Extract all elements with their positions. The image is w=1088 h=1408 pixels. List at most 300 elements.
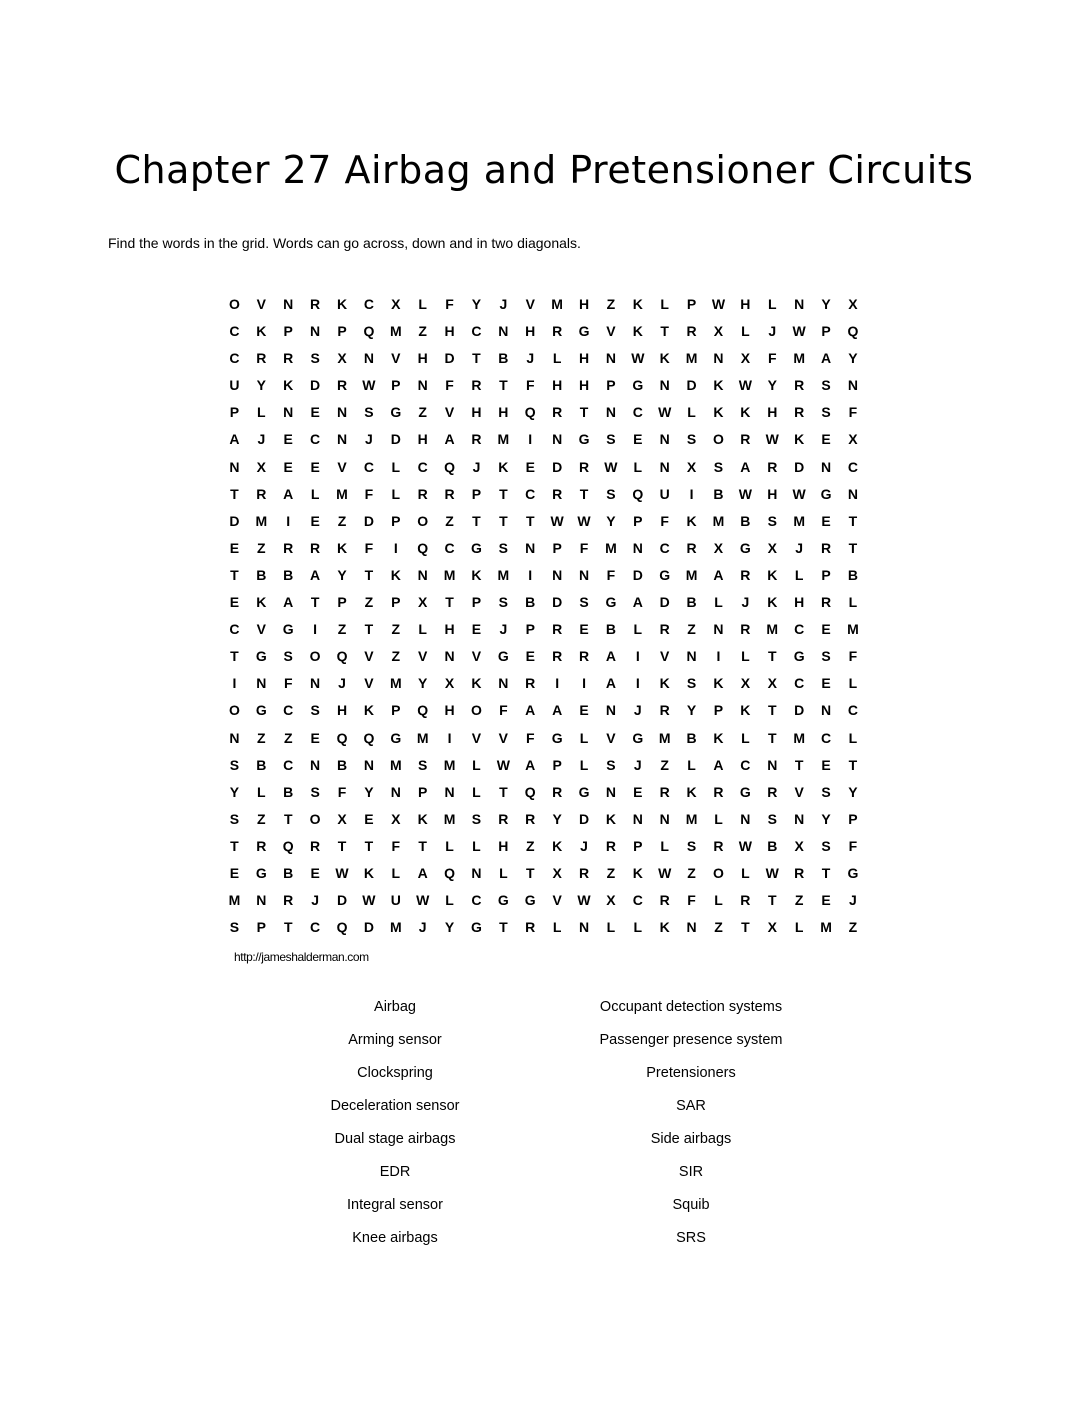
grid-letter: P (633, 512, 643, 529)
grid-letter: H (794, 594, 805, 611)
grid-letter: K (659, 919, 670, 936)
grid-letter: L (794, 919, 804, 936)
grid-letter: N (686, 919, 697, 936)
word-list-item: Knee airbags (352, 1230, 438, 1246)
grid-letter: E (283, 431, 293, 448)
grid-letter: N (820, 702, 832, 719)
grid-letter: R (740, 431, 751, 448)
grid-letter: R (740, 566, 751, 583)
grid-letter: H (578, 296, 590, 312)
grid-letter: C (847, 702, 858, 719)
grid-letter: P (848, 810, 858, 827)
grid-letter: T (499, 512, 508, 529)
grid-letter: K (794, 431, 805, 448)
grid-letter: N (310, 756, 321, 773)
grid-letter: J (365, 431, 373, 448)
grid-letter: V (552, 892, 562, 909)
grid-letter: I (447, 729, 452, 746)
grid-letter: P (256, 919, 266, 936)
grid-letter: D (794, 702, 805, 719)
grid-letter: V (256, 296, 266, 312)
grid-letter: N (552, 566, 563, 583)
grid-letter: L (579, 756, 589, 773)
grid-letter: T (499, 919, 508, 936)
grid-letter: R (686, 323, 697, 340)
grid-letter: Z (714, 919, 723, 936)
grid-letter: G (659, 566, 671, 583)
instructions-text: Find the words in the grid. Words can go across, down and in two diagonals. (108, 235, 581, 251)
grid-letter: A (820, 350, 832, 367)
grid-letter: J (633, 702, 642, 719)
grid-letter: K (632, 323, 643, 340)
grid-letter: V (606, 729, 616, 746)
grid-letter: W (738, 837, 752, 854)
grid-letter: I (689, 485, 694, 502)
grid-letter: K (336, 296, 348, 312)
grid-letter: K (686, 783, 697, 800)
grid-letter: N (740, 810, 751, 827)
grid-letter: T (767, 729, 777, 746)
grid-letter: S (283, 648, 293, 665)
grid-letter: G (632, 377, 644, 394)
grid-letter: G (255, 648, 267, 665)
grid-letter: Y (471, 296, 482, 312)
grid-letter: B (847, 566, 858, 583)
grid-letter: L (579, 729, 589, 746)
grid-letter: I (393, 539, 398, 556)
grid-letter: C (363, 458, 374, 475)
grid-letter: A (229, 431, 240, 448)
grid-letter: M (497, 431, 510, 448)
word-list-left (245, 996, 545, 1260)
grid-letter: R (310, 539, 321, 556)
grid-letter: K (552, 837, 563, 854)
grid-letter: G (390, 404, 402, 421)
grid-letter: V (660, 648, 670, 665)
grid-letter: V (525, 296, 535, 312)
grid-letter: T (230, 837, 239, 854)
grid-letter: Z (337, 512, 347, 529)
grid-letter: A (552, 702, 563, 719)
grid-letter: N (659, 431, 670, 448)
grid-letter: Z (257, 539, 266, 556)
grid-letter: B (740, 512, 751, 529)
grid-letter: V (471, 648, 482, 665)
grid-letter: Y (821, 810, 831, 827)
grid-letter: X (444, 675, 455, 692)
grid-letter: R (659, 621, 670, 638)
grid-letter: M (658, 729, 671, 746)
grid-letter: E (579, 702, 589, 719)
grid-letter: C (471, 892, 482, 909)
grid-letter: R (552, 648, 563, 665)
grid-letter: Y (418, 675, 428, 692)
grid-letter: M (389, 756, 402, 773)
word-list-item: Pretensioners (646, 1065, 736, 1081)
grid-letter: J (633, 756, 642, 773)
grid-letter: S (821, 648, 831, 665)
grid-letter: N (390, 783, 401, 800)
grid-letter: T (230, 648, 239, 665)
grid-letter: E (229, 539, 240, 556)
grid-letter: T (767, 892, 777, 909)
grid-letter: T (579, 485, 589, 502)
grid-letter: P (337, 323, 347, 340)
grid-letter: N (578, 566, 590, 583)
grid-letter: L (633, 621, 643, 638)
grid-letter: K (713, 404, 724, 421)
grid-letter: L (310, 485, 320, 502)
grid-letter: T (848, 512, 858, 529)
word-list-item: Squib (672, 1197, 710, 1213)
grid-letter: C (310, 919, 321, 936)
grid-letter: E (310, 404, 320, 421)
grid-letter: T (445, 594, 454, 611)
grid-letter: A (632, 594, 643, 611)
grid-letter: O (713, 431, 724, 448)
grid-letter: X (552, 864, 562, 881)
grid-letter: S (686, 431, 697, 448)
grid-letter: I (582, 675, 586, 692)
grid-letter: O (713, 864, 724, 881)
grid-letter: R (794, 864, 805, 881)
grid-letter: B (686, 594, 697, 611)
grid-letter: W (738, 485, 752, 502)
grid-letter: K (686, 512, 697, 529)
grid-letter: R (578, 648, 590, 665)
grid-letter: T (848, 756, 858, 773)
grid-letter: K (659, 350, 670, 367)
grid-letter: S (606, 756, 616, 773)
grid-letter: M (497, 566, 510, 583)
grid-letter: S (713, 458, 724, 475)
grid-letter: N (336, 431, 348, 448)
grid-letter: X (418, 594, 428, 611)
grid-letter: T (499, 783, 508, 800)
grid-letter: N (659, 810, 670, 827)
grid-letter: Z (848, 919, 858, 936)
grid-letter: E (310, 729, 320, 746)
grid-letter: C (471, 323, 482, 340)
word-list-right (541, 996, 841, 1260)
grid-letter: Z (364, 594, 374, 611)
grid-letter: P (391, 377, 401, 394)
grid-letter: Y (848, 350, 858, 367)
grid-letter: K (740, 404, 751, 421)
grid-letter: K (336, 539, 348, 556)
grid-letter: M (712, 512, 725, 529)
grid-letter: L (794, 566, 804, 583)
grid-letter: D (632, 566, 643, 583)
grid-letter: Q (524, 404, 536, 421)
grid-letter: H (444, 621, 455, 638)
grid-letter: N (256, 675, 267, 692)
grid-letter: N (632, 810, 643, 827)
grid-letter: L (418, 296, 427, 312)
grid-letter: M (443, 566, 456, 583)
grid-letter: N (417, 377, 428, 394)
grid-letter: R (525, 919, 536, 936)
grid-letter: A (417, 864, 428, 881)
grid-letter: E (471, 621, 482, 638)
grid-letter: F (445, 296, 454, 312)
grid-letter: S (418, 756, 428, 773)
grid-letter: K (363, 864, 374, 881)
grid-letter: L (257, 404, 266, 421)
grid-letter: K (713, 377, 724, 394)
grid-letter: I (635, 648, 640, 665)
grid-letter: B (283, 783, 294, 800)
grid-letter: P (686, 296, 697, 312)
grid-letter: D (552, 594, 563, 611)
grid-letter: Z (391, 621, 401, 638)
grid-letter: G (578, 783, 590, 800)
grid-letter: G (551, 729, 563, 746)
grid-letter: S (821, 783, 831, 800)
grid-letter: E (633, 783, 643, 800)
word-list-item: Side airbags (650, 1131, 732, 1147)
grid-letter: L (445, 892, 454, 909)
grid-letter: R (605, 837, 616, 854)
grid-letter: A (525, 702, 536, 719)
grid-letter: F (445, 377, 454, 394)
grid-letter: P (713, 702, 724, 719)
grid-letter: Z (606, 296, 616, 312)
grid-letter: E (821, 756, 831, 773)
grid-letter: X (767, 539, 777, 556)
grid-letter: W (362, 377, 376, 394)
grid-letter: S (606, 431, 616, 448)
grid-letter: F (767, 350, 777, 367)
grid-letter: B (605, 621, 616, 638)
source-url: http://jameshalderman.com (234, 950, 369, 964)
grid-letter: T (364, 621, 374, 638)
grid-letter: H (740, 296, 751, 312)
grid-letter: W (711, 296, 726, 312)
grid-letter: R (310, 837, 321, 854)
grid-letter: M (793, 350, 805, 367)
grid-letter: C (525, 485, 536, 502)
grid-letter: X (767, 919, 777, 936)
grid-letter: W (738, 377, 752, 394)
grid-letter: D (659, 594, 670, 611)
grid-letter: H (552, 377, 563, 394)
grid-letter: K (256, 594, 267, 611)
grid-letter: X (391, 296, 401, 312)
grid-letter: Y (767, 377, 777, 394)
grid-letter: B (498, 350, 509, 367)
grid-letter: F (364, 485, 374, 502)
grid-letter: T (472, 512, 481, 529)
grid-letter: Q (336, 648, 348, 665)
grid-letter: P (606, 377, 616, 394)
grid-letter: S (310, 350, 320, 367)
grid-letter: L (391, 864, 401, 881)
grid-letter: L (687, 756, 696, 773)
grid-letter: D (444, 350, 455, 367)
grid-letter: S (310, 783, 320, 800)
grid-letter: I (286, 512, 291, 529)
grid-letter: P (283, 323, 293, 340)
grid-letter: X (713, 323, 724, 340)
grid-letter: F (391, 837, 401, 854)
grid-letter: E (821, 675, 831, 692)
grid-letter: T (364, 566, 374, 583)
grid-letter: G (820, 485, 832, 502)
grid-letter: N (283, 296, 294, 312)
grid-letter: G (605, 594, 617, 611)
grid-letter: P (525, 621, 535, 638)
grid-letter: Y (686, 702, 697, 719)
grid-letter: J (338, 675, 346, 692)
grid-letter: Q (336, 729, 348, 746)
grid-letter: W (577, 512, 591, 529)
grid-letter: W (416, 892, 430, 909)
grid-letter: X (391, 810, 401, 827)
grid-letter: G (578, 431, 590, 448)
grid-letter: O (309, 648, 321, 665)
grid-letter: C (794, 621, 805, 638)
grid-letter: N (794, 810, 805, 827)
grid-letter: M (847, 621, 859, 638)
grid-letter: N (417, 566, 428, 583)
grid-letter: V (471, 729, 482, 746)
grid-letter: M (685, 810, 698, 827)
grid-letter: F (337, 783, 347, 800)
grid-letter: N (444, 783, 455, 800)
grid-letter: L (499, 864, 508, 881)
grid-letter: W (765, 431, 779, 448)
grid-letter: G (497, 648, 509, 665)
grid-letter: Y (848, 783, 858, 800)
grid-letter: T (337, 837, 347, 854)
grid-letter: Y (229, 783, 240, 800)
grid-letter: P (552, 756, 562, 773)
grid-letter: G (739, 539, 751, 556)
grid-letter: L (445, 837, 454, 854)
grid-letter: J (849, 892, 857, 909)
grid-letter: N (794, 296, 805, 312)
grid-letter: G (471, 919, 482, 936)
grid-letter: N (686, 648, 697, 665)
grid-letter: N (659, 458, 670, 475)
grid-letter: X (713, 539, 724, 556)
grid-letter: L (552, 350, 562, 367)
grid-letter: Z (687, 864, 696, 881)
grid-letter: A (740, 458, 751, 475)
grid-letter: R (578, 864, 590, 881)
grid-letter: D (578, 810, 590, 827)
grid-letter: X (848, 296, 858, 312)
grid-letter: L (741, 864, 750, 881)
grid-letter: T (821, 864, 831, 881)
grid-letter: S (498, 539, 509, 556)
grid-letter: N (847, 377, 858, 394)
grid-letter: Q (363, 729, 375, 746)
grid-letter: X (337, 350, 347, 367)
grid-letter: X (767, 675, 777, 692)
grid-letter: G (255, 702, 267, 719)
grid-letter: C (283, 702, 294, 719)
grid-letter: C (847, 458, 858, 475)
grid-letter: G (390, 729, 402, 746)
grid-letter: K (498, 458, 509, 475)
grid-letter: F (848, 837, 858, 854)
grid-letter: H (417, 431, 428, 448)
grid-letter: D (552, 458, 563, 475)
grid-letter: P (471, 594, 482, 611)
grid-letter: P (552, 539, 562, 556)
grid-letter: E (525, 458, 535, 475)
grid-letter: I (635, 675, 640, 692)
grid-letter: C (229, 621, 240, 638)
grid-letter: V (418, 648, 428, 665)
grid-letter: T (310, 594, 320, 611)
grid-letter: V (364, 648, 374, 665)
grid-letter: R (552, 404, 563, 421)
grid-letter: S (229, 756, 240, 773)
grid-letter: S (821, 837, 831, 854)
grid-letter: Q (847, 323, 859, 340)
grid-letter: K (713, 675, 724, 692)
word-list-item: Occupant detection systems (599, 999, 783, 1015)
grid-letter: D (229, 512, 240, 529)
grid-letter: G (578, 323, 590, 340)
grid-letter: S (229, 919, 240, 936)
grid-letter: R (525, 810, 536, 827)
grid-letter: T (741, 919, 750, 936)
grid-letter: X (848, 431, 858, 448)
grid-letter: N (336, 404, 348, 421)
grid-letter: M (605, 539, 617, 556)
word-list-item: Dual stage airbags (334, 1131, 456, 1147)
grid-letter: T (230, 566, 239, 583)
grid-letter: T (525, 512, 535, 529)
grid-letter: L (391, 458, 401, 475)
grid-letter: N (767, 756, 778, 773)
grid-letter: F (606, 566, 616, 583)
grid-letter: L (257, 783, 266, 800)
grid-letter: W (792, 323, 806, 340)
grid-letter: L (848, 729, 858, 746)
word-list-item: SAR (676, 1098, 706, 1114)
grid-letter: W (577, 892, 591, 909)
grid-letter: B (283, 864, 294, 881)
grid-letter: R (283, 350, 294, 367)
grid-letter: M (255, 512, 268, 529)
grid-letter: T (525, 864, 535, 881)
grid-letter: M (685, 350, 698, 367)
grid-letter: E (310, 458, 320, 475)
grid-letter: W (792, 485, 806, 502)
grid-letter: K (471, 566, 482, 583)
letter-grid (221, 291, 866, 941)
grid-letter: R (820, 539, 832, 556)
grid-letter: S (579, 594, 589, 611)
grid-letter: T (283, 810, 293, 827)
grid-letter: N (363, 350, 374, 367)
grid-letter: Q (444, 864, 456, 881)
grid-letter: Q (444, 458, 456, 475)
grid-letter: Y (821, 296, 831, 312)
grid-letter: L (714, 594, 723, 611)
grid-letter: K (605, 810, 616, 827)
grid-letter: K (659, 675, 670, 692)
grid-letter: R (552, 323, 563, 340)
grid-letter: N (310, 323, 321, 340)
grid-letter: C (417, 458, 428, 475)
grid-letter: N (605, 783, 616, 800)
